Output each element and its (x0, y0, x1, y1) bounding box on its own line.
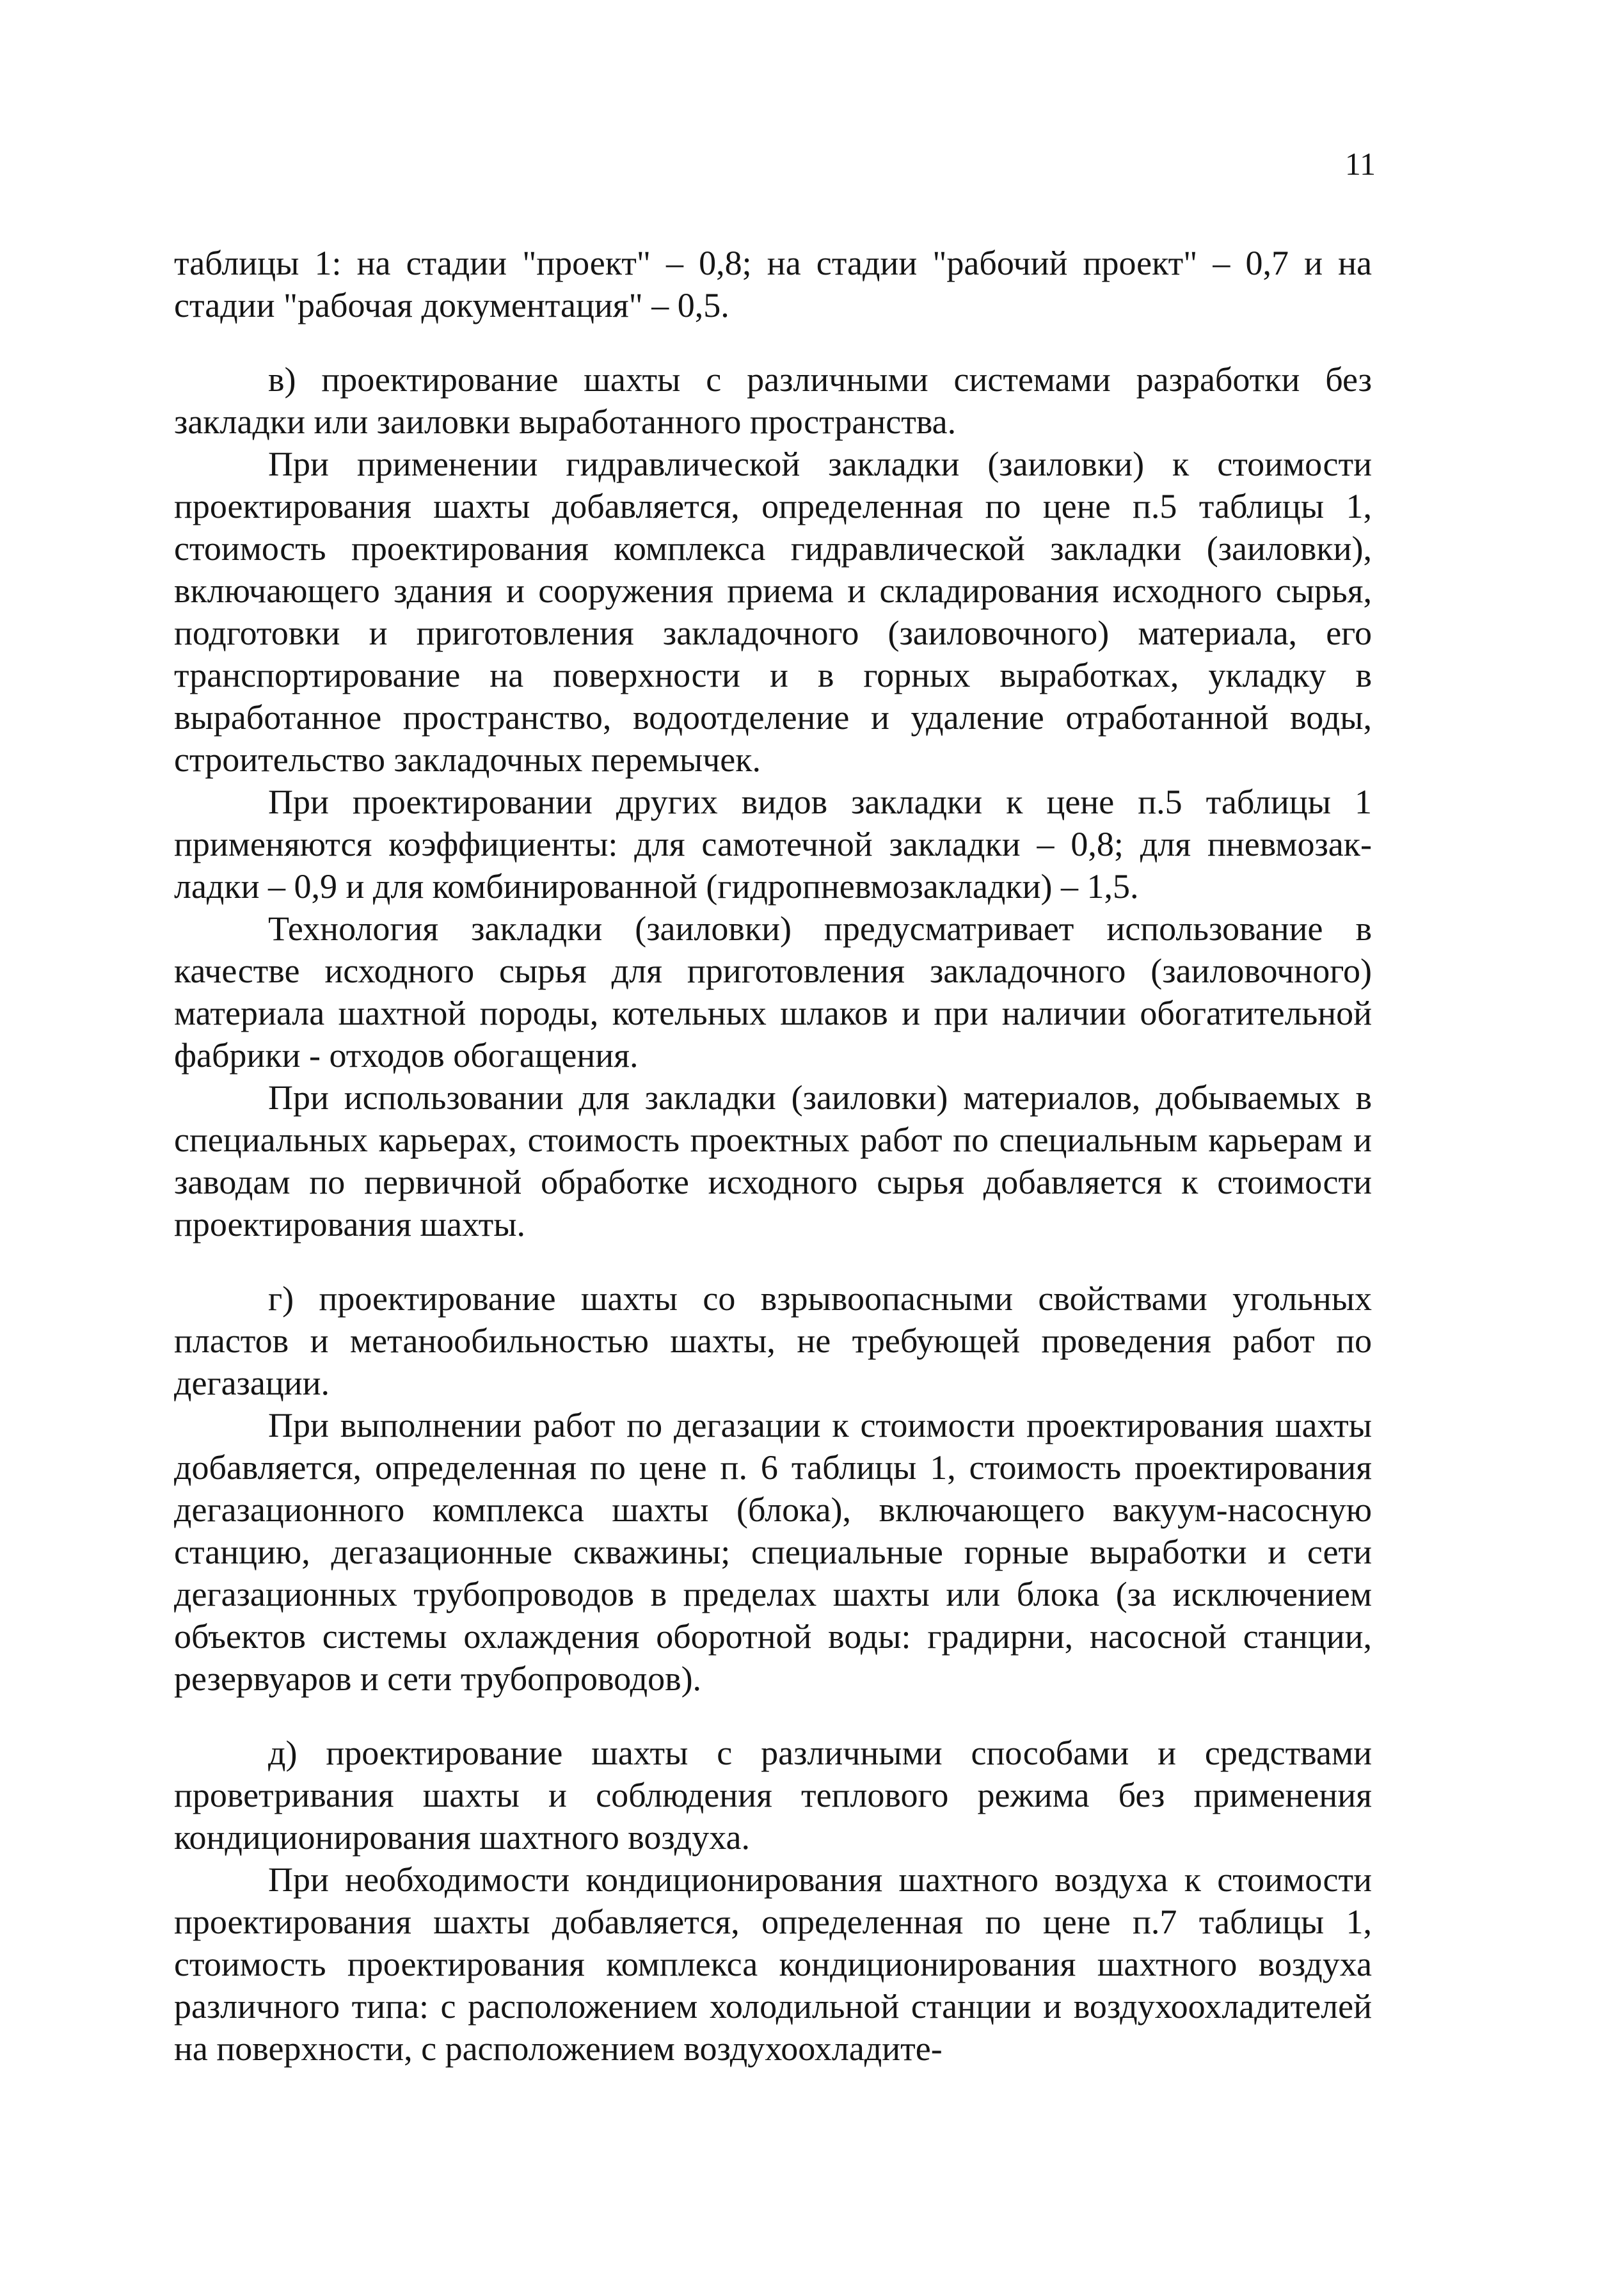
paragraph-air-conditioning: При необходимости кондиционирования шахтного воздуха к стоимости проектирования шахты добавляется, определенная по цене п.7 таблицы 1, стоимость проектирования комплекса кондиционирования шахтного воздуха различного типа: с расположением холодильной станции и воздухоохладителей на поверхности, с расположением воздухоохладите- (174, 1860, 1372, 2068)
paragraph-item-v-heading: в) проектирование шахты с различными системами разработки без закладки или заиловки выработанного пространства. (174, 360, 1372, 441)
document-body (174, 242, 1372, 2070)
paragraph-hydraulic-backfill: При применении гидравлической закладки (заиловки) к стоимости проектирования шахты добавляется, определенная по цене п.5 таблицы 1, стоимость проектирования комплекса гидравлической закладки (заиловки), включающего здания и сооружения приема и складирования исходного сырья, подготовки и приготовления закладочного (заиловочного) материала, его транспортирование на поверхности и в горных выработках, укладку в выработанное пространство, водоотделение и удаление отработанной воды, строительство закладочных перемычек. (174, 445, 1372, 779)
paragraph-quarry-materials: При использовании для закладки (заиловки) материалов, добываемых в специальных карьерах, стоимость проектных работ по специальным карьерам и заводам по первичной обработке исходного сырья добавляется к стоимости проектирования шахты. (174, 1078, 1372, 1243)
paragraph-backfill-technology: Технология закладки (заиловки) предусматривает использование в качестве исходного сырья для приготовления закладочного (заиловочного) материала шахтной породы, котельных шлаков и при наличии обогатительной фабрики - отходов обогащения. (174, 909, 1372, 1075)
paragraph-degassing: При выполнении работ по дегазации к стоимости проектирования шахты добавляется, определенная по цене п. 6 таблицы 1, стоимость проектирования дегазационного комплекса шахты (блока), включающего вакуум-насосную станцию, дегазационные скважины; специальные горные выработки и сети дегазационных трубопроводов в пределах шахты или блока (за исключением объектов системы охлаждения оборотной воды: градирни, насосной станции, резервуаров и сети трубопроводов). (174, 1406, 1372, 1698)
page-number: 11 (1344, 146, 1376, 182)
paragraph-other-backfill: При проектировании других видов закладки к цене п.5 таблицы 1 применяются коэффициенты: для самотечной закладки – 0,8; для пневмозакладки – 0,9 и для комбинированной (гидропневмозакладки) – 1,5. (174, 783, 1372, 906)
paragraph-item-g-heading: г) проектирование шахты со взрывоопасными свойствами угольных пластов и метанообильностью шахты, не требующей проведения работ по дегазации. (174, 1279, 1372, 1402)
paragraph-item-d-heading: д) проектирование шахты с различными способами и средствами проветривания шахты и соблюдения теплового режима без применения кондиционирования шахтного воздуха. (174, 1734, 1372, 1857)
paragraph-table-coefficients: таблицы 1: на стадии "проект" – 0,8; на стадии "рабочий проект" – 0,7 и на стадии "рабочая документация" – 0,5. (174, 244, 1372, 324)
